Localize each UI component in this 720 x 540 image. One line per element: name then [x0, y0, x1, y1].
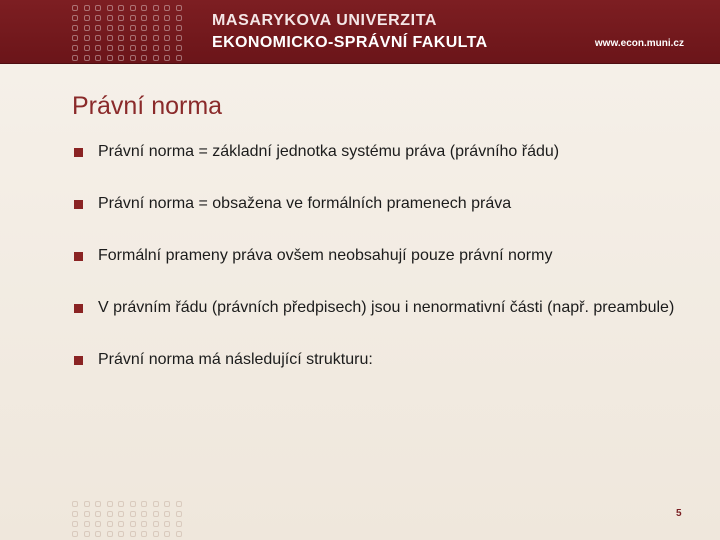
square-bullet-icon [74, 252, 83, 261]
bullet-item [74, 350, 684, 370]
bullet-item [74, 194, 684, 214]
bullet-item [74, 298, 684, 318]
square-bullet-icon [74, 148, 83, 157]
university-name: MASARYKOVA UNIVERZITA [212, 12, 438, 29]
bullet-text: Právní norma má následující strukturu: [98, 351, 373, 368]
bullet-item [74, 246, 684, 266]
header-banner [0, 0, 720, 64]
bullet-list [74, 142, 684, 370]
bullet-item [74, 142, 684, 162]
bullet-text: Formální prameny práva ovšem neobsahují pouze právní normy [98, 247, 553, 264]
faculty-name: EKONOMICKO-SPRÁVNÍ FAKULTA [212, 34, 488, 51]
square-bullet-icon [74, 356, 83, 365]
slide-title: Právní norma [72, 92, 223, 120]
bullet-text: Právní norma = základní jednotka systému práva (právního řádu) [98, 143, 560, 160]
bullet-text: V právním řádu (právních předpisech) jsou i nenormativní části (např. preambule) [98, 299, 675, 316]
square-bullet-icon [74, 304, 83, 313]
page-number: 5 [676, 508, 682, 519]
logo-dot-pattern [70, 4, 185, 64]
bullet-text: Právní norma = obsažena ve formálních pramenech práva [98, 195, 512, 212]
faculty-url: www.econ.muni.cz [594, 38, 684, 49]
footer-dot-pattern [70, 500, 185, 540]
square-bullet-icon [74, 200, 83, 209]
